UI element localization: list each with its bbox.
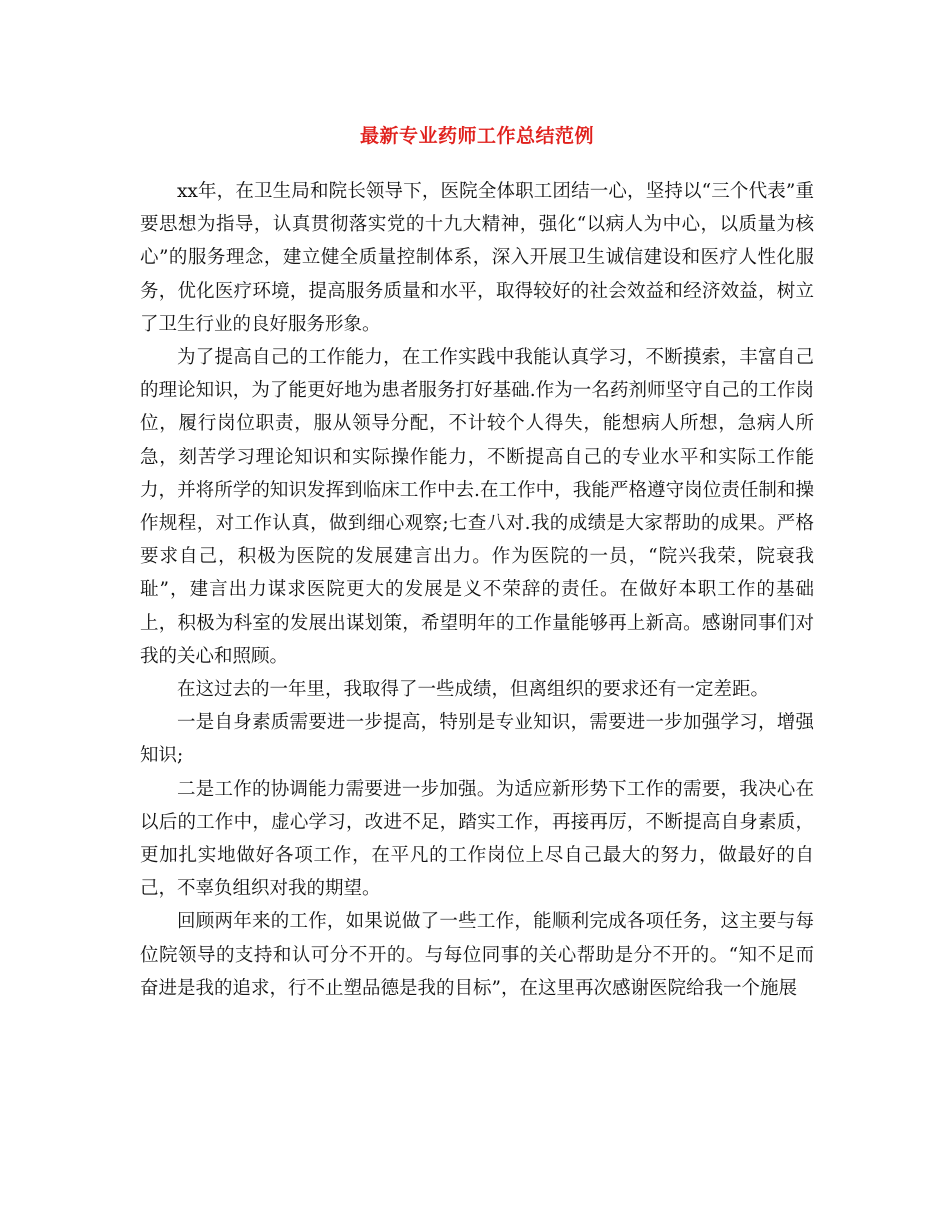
paragraph-shortcomings: 在这过去的一年里，我取得了一些成绩，但离组织的要求还有一定差距。 [177, 679, 770, 701]
paragraph-point-two: 二是工作的协调能力需要进一步加强。为适应新形势下工作的需要，我决心在以后的工作中，虚心学习，改进不足，踏实工作，再接再厉，不断提高自身素质，更加扎实地做好各项工作，在平凡的工作岗位上尽自己最大的努力，做最好的自己，不辜负组织对我的期望。 [140, 778, 814, 900]
document-title: 最新专业药师工作总结范例 [359, 125, 594, 147]
paragraph-point-one: 一是自身素质需要进一步提高，特别是专业知识，需要进一步加强学习，增强知识; [140, 712, 814, 767]
paragraph-intro: xx年，在卫生局和院长领导下，医院全体职工团结一心，坚持以“三个代表”重要思想为指导，认真贯彻落实党的十九大精神，强化“以病人为中心，以质量为核心”的服务理念，建立健全质量控制体系，深入开展卫生诚信建设和医疗人性化服务，优化医疗环境，提高服务质量和水平，取得较好的社会效益和经济效益，树立了卫生行业的良好服务形象。 [140, 181, 814, 335]
paragraph-work-ability: 为了提高自己的工作能力，在工作实践中我能认真学习，不断摸索，丰富自己的理论知识，为了能更好地为患者服务打好基础.作为一名药剂师坚守自己的工作岗位，履行岗位职责，服从领导分配，不计较个人得失，能想病人所想，急病人所急，刻苦学习理论知识和实际操作能力，不断提高自己的专业水平和实际工作能力，并将所学的知识发挥到临床工作中去.在工作中，我能严格遵守岗位责任制和操作规程，对工作认真，做到细心观察;七查八对.我的成绩是大家帮助的成果。严格要求自己，积极为医院的发展建言出力。作为医院的一员，“院兴我荣，院衰我耻”，建言出力谋求医院更大的发展是义不荣辞的责任。在做好本职工作的基础上，积极为科室的发展出谋划策，希望明年的工作量能够再上新高。感谢同事们对我的关心和照顾。 [140, 347, 814, 667]
paragraph-review: 回顾两年来的工作，如果说做了一些工作，能顺利完成各项任务，这主要与每位院领导的支持和认可分不开的。与每位同事的关心帮助是分不开的。“知不足而奋进是我的追求，行不止塑品德是我的目标”，在这里再次感谢医院给我一个施展 [140, 911, 814, 999]
